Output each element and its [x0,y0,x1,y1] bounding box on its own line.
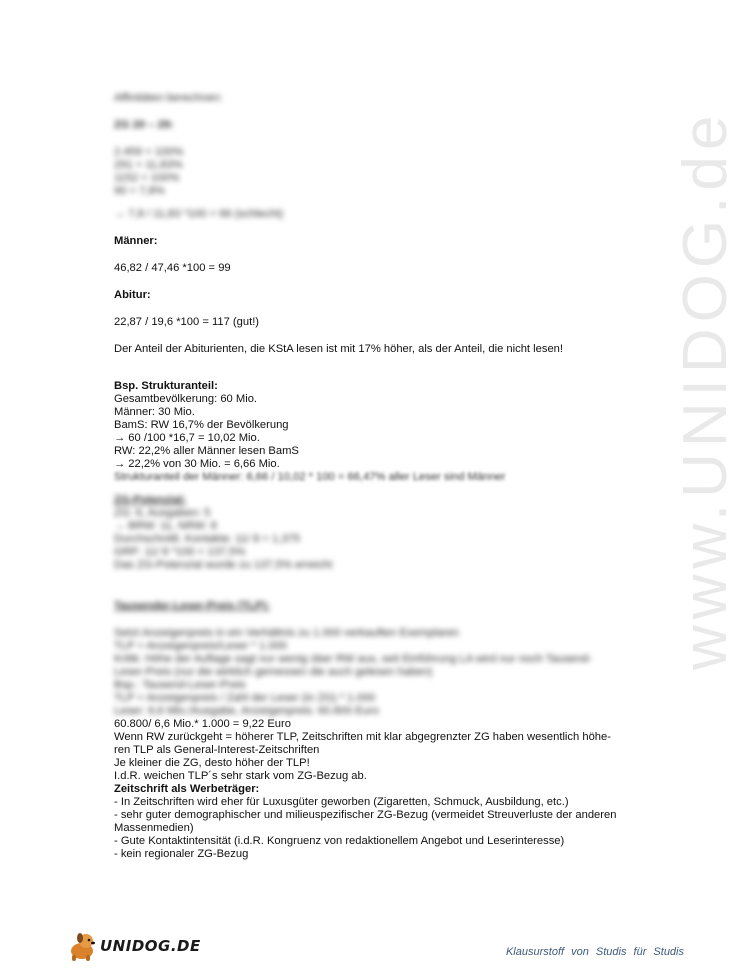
blurred-line: → 7,8 / 11,83 *100 = 66 (schlecht) [114,208,284,220]
abitur-explanation: Der Anteil der Abiturienten, die KStA lesen ist mit 17% höher, als der Anteil, die nicht lesen! [114,343,563,355]
strukturanteil-heading: Bsp. Strukturanteil: [114,380,218,392]
blurred-line: TLP = Anzeigenpreis/Leser * 1.000 [114,640,288,652]
strukturanteil-line: BamS: RW 16,7% der Bevölkerung [114,419,289,431]
abitur-heading: Abitur: [114,289,151,301]
abitur-calculation: 22,87 / 19,6 *100 = 117 (gut!) [114,316,260,328]
dog-mascot-icon [66,929,100,963]
blurred-line: Setzt Anzeigenpreis in ein Verhältnis zu 1.000 verkauften Exemplaren [114,627,460,639]
werbetraeger-heading: Zeitschrift als Werbeträger: [114,783,260,795]
werbetraeger-line: Massenmedien) [114,822,194,834]
blurred-line: 291 = 11,83% [114,159,183,171]
werbetraeger-line: - kein regionaler ZG-Bezug [114,848,249,860]
blurred-line: Durchschnittl. Kontakte: 11/ 8 = 1,375 [114,533,301,545]
strukturanteil-line: RW: 22,2% aller Männer lesen BamS [114,445,299,457]
blurred-section-tlp [114,600,654,718]
maenner-heading: Männer: [114,235,158,247]
werbetraeger-line: - Gute Kontaktintensität (i.d.R. Kongruenz von redaktionellem Angebot und Leserinteresse) [114,835,565,847]
tlp-line: Je kleiner die ZG, desto höher der TLP! [114,757,310,769]
blurred-line: Bsp.: Tausend-Leser-Preis [114,679,246,691]
blurred-line: Affinitäten berechnen: [114,92,223,104]
blurred-line: GRP: 11/ 8 *100 = 137,5% [114,546,246,558]
blurred-line: Kritik: Höhe der Auflage sagt nur wenig über RW aus, seit Einführung LA wird nur noch Tausend- [114,653,592,665]
tlp-line: I.d.R. weichen TLP´s sehr stark vom ZG-Bezug ab. [114,770,367,782]
strukturanteil-line: Gesamtbevölkerung: 60 Mio. [114,393,258,405]
tlp-line: ren TLP als General-Interest-Zeitschriften [114,744,320,756]
blurred-line: → BRW: 11, NRW: 8 [114,520,217,532]
blurred-line: ZG: 6, Ausgaben: 5 [114,507,211,519]
blurred-line: Das ZG-Potenzial wurde zu 137,5% erreicht [114,559,333,571]
logo-text: UNIDOG.DE [100,937,201,955]
blurred-line: TLP = Anzeigenpreis / Zahl der Leser (in ZG) * 1.000 [114,692,376,704]
blurred-line: 2.459 = 100% [114,146,184,158]
watermark-text: www.UNIDOG.de [671,109,740,670]
tlp-calculation: 60.800/ 6,6 Mio.* 1.000 = 9,22 Euro [114,718,291,730]
blurred-line: ZG 20 – 29: [114,119,174,131]
document-body [114,92,654,861]
footer-tagline: Klausurstoff von Studis für Studis [505,946,684,958]
blurred-section-zg-potenzial [114,494,654,572]
blurred-line: 90 = 7,8% [114,185,165,197]
blurred-line: Leser: 6,6 Mio./Ausgabe, Anzeigenpreis: 60.800 Euro [114,705,379,717]
strukturanteil-line: → 22,2% von 30 Mio. = 6,66 Mio. [114,458,280,470]
strukturanteil-line: Strukturanteil der Männer: 6,66 / 10,02 * 100 = 66,47% aller Leser sind Männer [114,471,506,483]
strukturanteil-line: Männer: 30 Mio. [114,406,195,418]
tlp-line: Wenn RW zurückgeht = höherer TLP, Zeitschriften mit klar abgegrenzter ZG haben wesentlich höhe- [114,731,611,743]
blurred-line: Tausender-Leser-Preis (TLP): [114,600,270,612]
blurred-line: Leser-Preis (nur die wirklich gemessen die auch gelesen haben) [114,666,433,678]
blurred-line: 1152 = 100% [114,172,180,184]
werbetraeger-line: - In Zeitschriften wird eher für Luxusgüter geworben (Zigaretten, Schmuck, Ausbildung, etc.) [114,796,569,808]
werbetraeger-line: - sehr guter demographischer und milieuspezifischer ZG-Bezug (vermeidet Streuverluste der anderen [114,809,617,821]
blurred-section-affinitaeten [114,92,654,221]
blurred-line: ZG-Potenzial: [114,494,187,506]
maenner-calculation: 46,82 / 47,46 *100 = 99 [114,262,231,274]
unidog-logo [66,929,201,963]
strukturanteil-line: → 60 /100 *16,7 = 10,02 Mio. [114,432,260,444]
